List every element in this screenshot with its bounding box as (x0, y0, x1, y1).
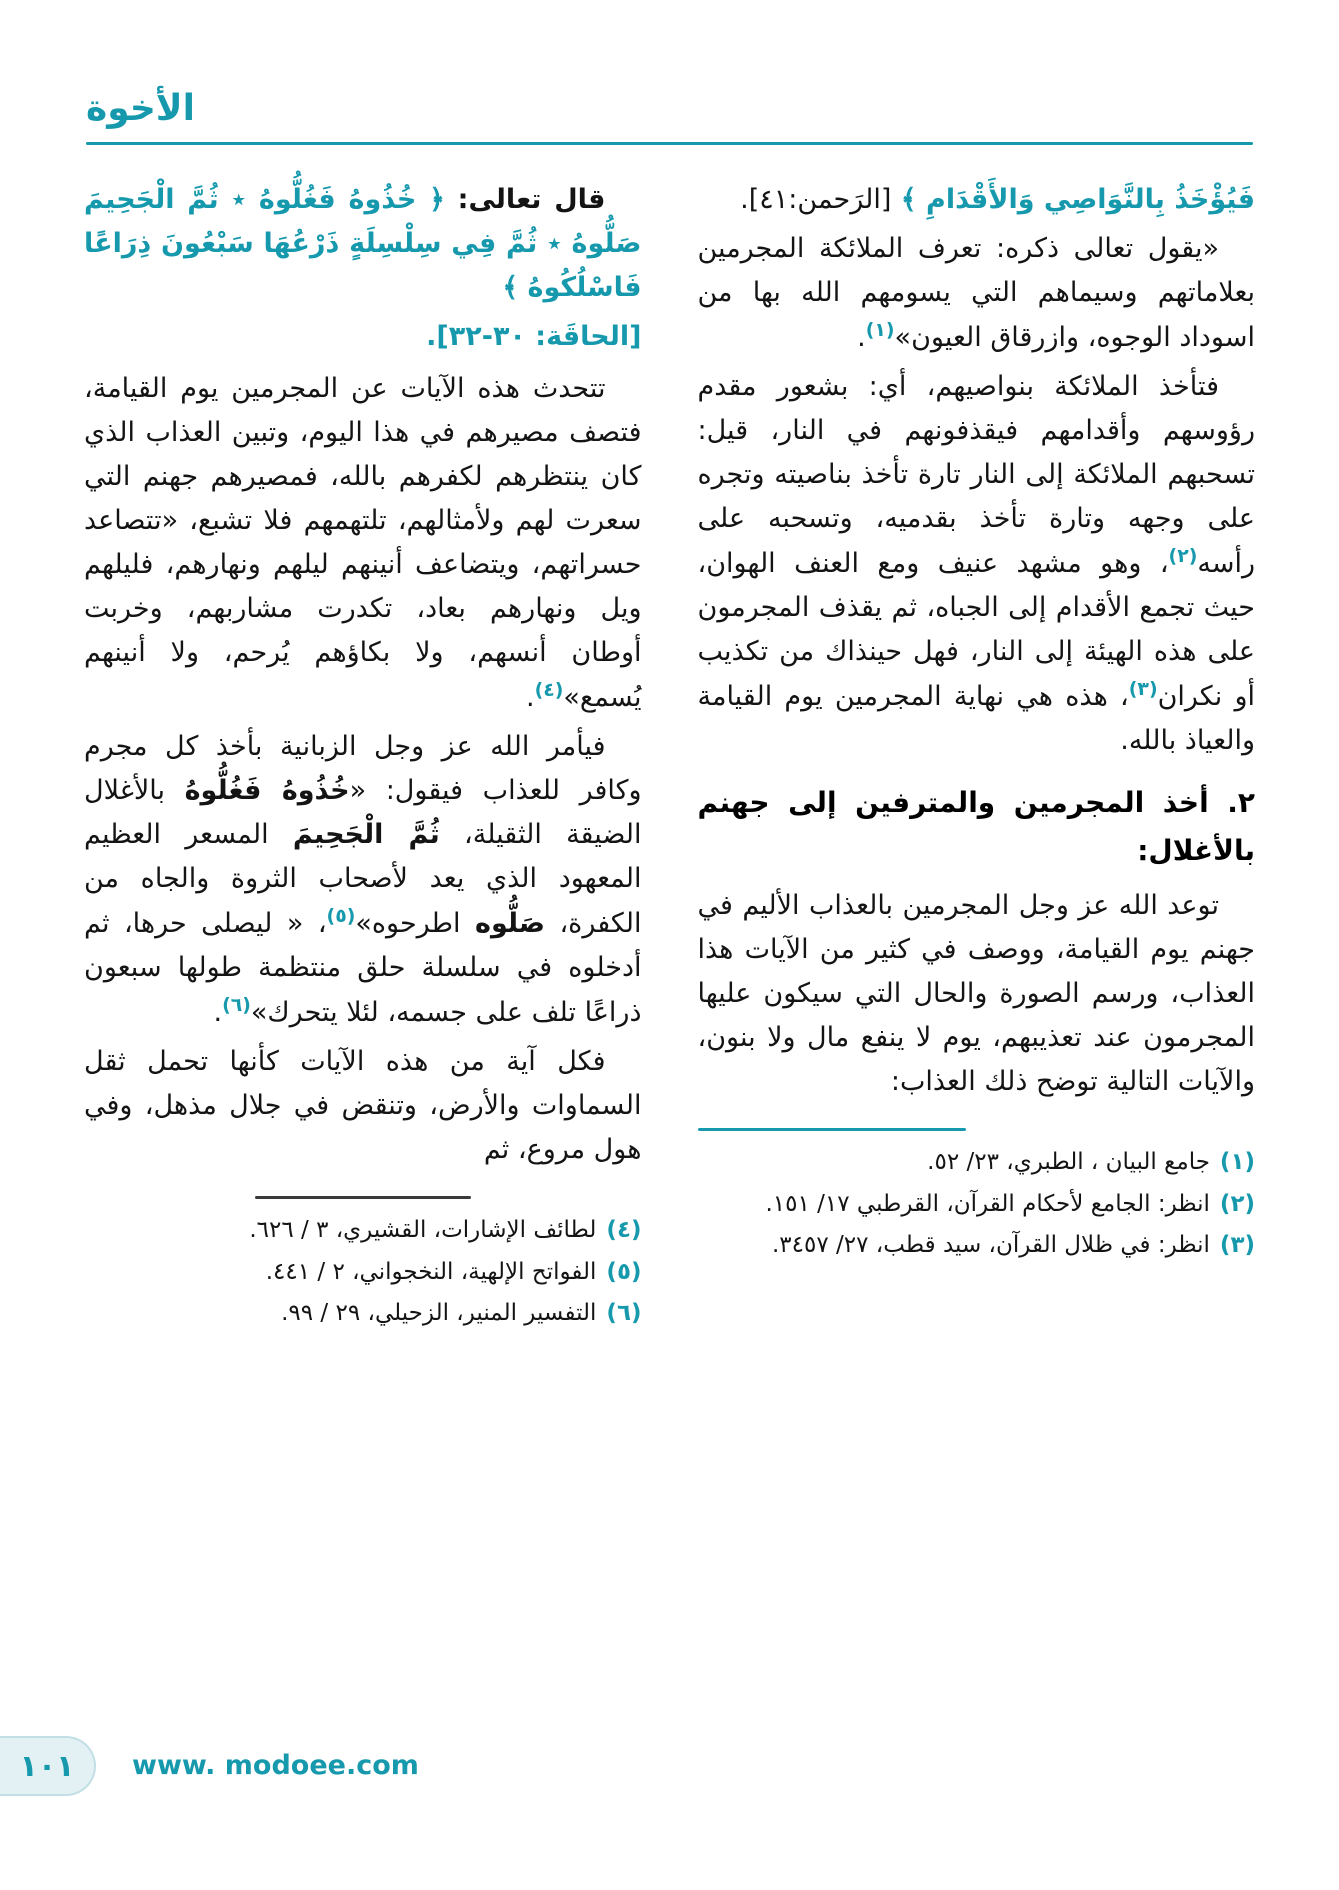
footnote-marker: (١) (1219, 1149, 1255, 1176)
footnote (698, 1228, 1256, 1264)
page-number-badge (0, 1736, 96, 1796)
footnote-text: انظر: في ظلال القرآن، سيد قطب، ٢٧/ ٣٤٥٧. (771, 1232, 1210, 1259)
chapter-title: الأخوة (86, 88, 195, 129)
quran-verse: قال تعالى: ﴿ خُذُوهُ فَغُلُّوهُ ٭ ثُمَّ الْجَحِيمَ صَلُّوهُ ٭ ثُمَّ فِي سِلْسِلَةٍ ذَرْعُهَا سَبْعُونَ ذِرَاعًا فَاسْلُكُوهُ ﴾ (84, 184, 642, 303)
footnote-text: الفواتح الإلهية، النخجواني، ٢ / ٤٤١. (265, 1258, 597, 1285)
footnote-marker: (٢) (1219, 1190, 1255, 1217)
footnote-divider (698, 1128, 966, 1131)
paragraph: «يقول تعالى ذكره: تعرف الملائكة المجرمين بعلاماتهم وسيماهم التي يسومهم الله بها من اسوداد الوجوه، وازرقاق العيون»$^{(١)}$. (697, 233, 1255, 353)
footnote-text: جامع البيان ، الطبري، ٢٣/ ٥٢. (927, 1149, 1210, 1176)
paragraph: فكل آية من هذه الآيات كأنها تحمل ثقل السماوات والأرض، وتنقض في جلال مذهل، وفي هول مروع، ثم (84, 1046, 642, 1165)
page-number: ١٠١ (19, 1748, 75, 1784)
column-left (84, 178, 642, 1338)
footnote-marker: (٤) (606, 1217, 642, 1243)
footnote-divider (255, 1196, 471, 1199)
footnote-text: لطائف الإشارات، القشيري، ٣ / ٦٢٦. (249, 1217, 597, 1243)
verse-reference: [الحاقَة: ٣٠-٣٢]. (426, 321, 642, 352)
paragraph: فتأخذ الملائكة بنواصيهم، أي: بشعور مقدم رؤوسهم وأقدامهم فيقذفونهم في النار، قيل: تسحبهم الملائكة إلى النار تارة تأخذ بناصيته وتجره على وجهه وتارة تأخذ بقدميه، وتسحبه على رأسه$^{(٢)}$، وهو مشهد عنيف ومع العنف الهوان، حيث تجمع الأقدام إلى الجباه، ثم يقذف المجرمون على هذه الهيئة إلى النار، فهل حينذاك من تكذيب أو نكران$^{(٣)}$، هذه هي نهاية المجرمين يوم القيامة والعياذ بالله. (697, 371, 1255, 756)
footnote (84, 1213, 642, 1249)
footnote-text: التفسير المنير، الزحيلي، ٢٩ / ٩٩. (281, 1300, 597, 1327)
quran-verse: فَيُؤْخَذُ بِالنَّوَاصِي وَالأَقْدَامِ ﴾ [الرَحمن:٤١]. (740, 184, 1255, 215)
footnote (84, 1296, 642, 1332)
footnote (698, 1145, 1256, 1181)
paragraph: توعد الله عز وجل المجرمين بالعذاب الأليم في جهنم يوم القيامة، ووصف في كثير من الآيات هذا العذاب، ورسم الصورة والحال التي سيكون عليها المجرمون عند تعذيبهم، يوم لا ينفع مال ولا بنون، والآيات التالية توضح ذلك العذاب: (697, 890, 1255, 1098)
footnote-marker: (٦) (606, 1300, 642, 1327)
footnote (84, 1255, 642, 1291)
footnote-text: انظر: الجامع لأحكام القرآن، القرطبي ١٧/ ١٥١. (765, 1190, 1210, 1217)
footnotes-left (84, 1196, 642, 1332)
footnote-marker: (٣) (1219, 1232, 1255, 1259)
text-columns (84, 178, 1255, 1338)
column-right (698, 178, 1256, 1338)
footnote-marker: (٥) (606, 1258, 642, 1285)
section-heading: ٢. أخذ المجرمين والمترفين إلى جهنم بالأغلال: (697, 786, 1255, 867)
paragraph: تتحدث هذه الآيات عن المجرمين يوم القيامة، فتصف مصيرهم في هذا اليوم، وتبين العذاب الذي كان ينتظرهم لكفرهم بالله، فمصيرهم جهنم التي سعرت لهم ولأمثالهم، تلتهمهم فلا تشبع، «تتصاعد حسراتهم، ويتضاعف أنينهم ليلهم ونهارهم، فليلهم ويل ونهارهم بعاد، تكدرت مشاربهم، وخربت أوطان أنسهم، ولا بكاؤهم يُرحم، ولا أنينهم يُسمع»$^{(٤)}$. (84, 373, 642, 713)
footnote (698, 1187, 1256, 1223)
header-divider (86, 142, 1253, 145)
footnotes-right (698, 1128, 1256, 1264)
paragraph: فيأمر الله عز وجل الزبانية بأخذ كل مجرم وكافر للعذاب فيقول: «خُذُوهُ فَغُلُّوهُ بالأغلال الضيقة الثقيلة، ثُمَّ الْجَحِيمَ المسعر العظيم المعهود الذي يعد لأصحاب الثروة والجاه من الكفرة، صَلُّوه اطرحوه»$^{(٥)}$، « ليصلى حرها، ثم أدخلوه في سلسلة حلق منتظمة طولها سبعون ذراعًا تلف على جسمه، لئلا يتحرك»$^{(٦)}$. (84, 731, 642, 1028)
website-url: www. modoee.com (132, 1750, 419, 1781)
